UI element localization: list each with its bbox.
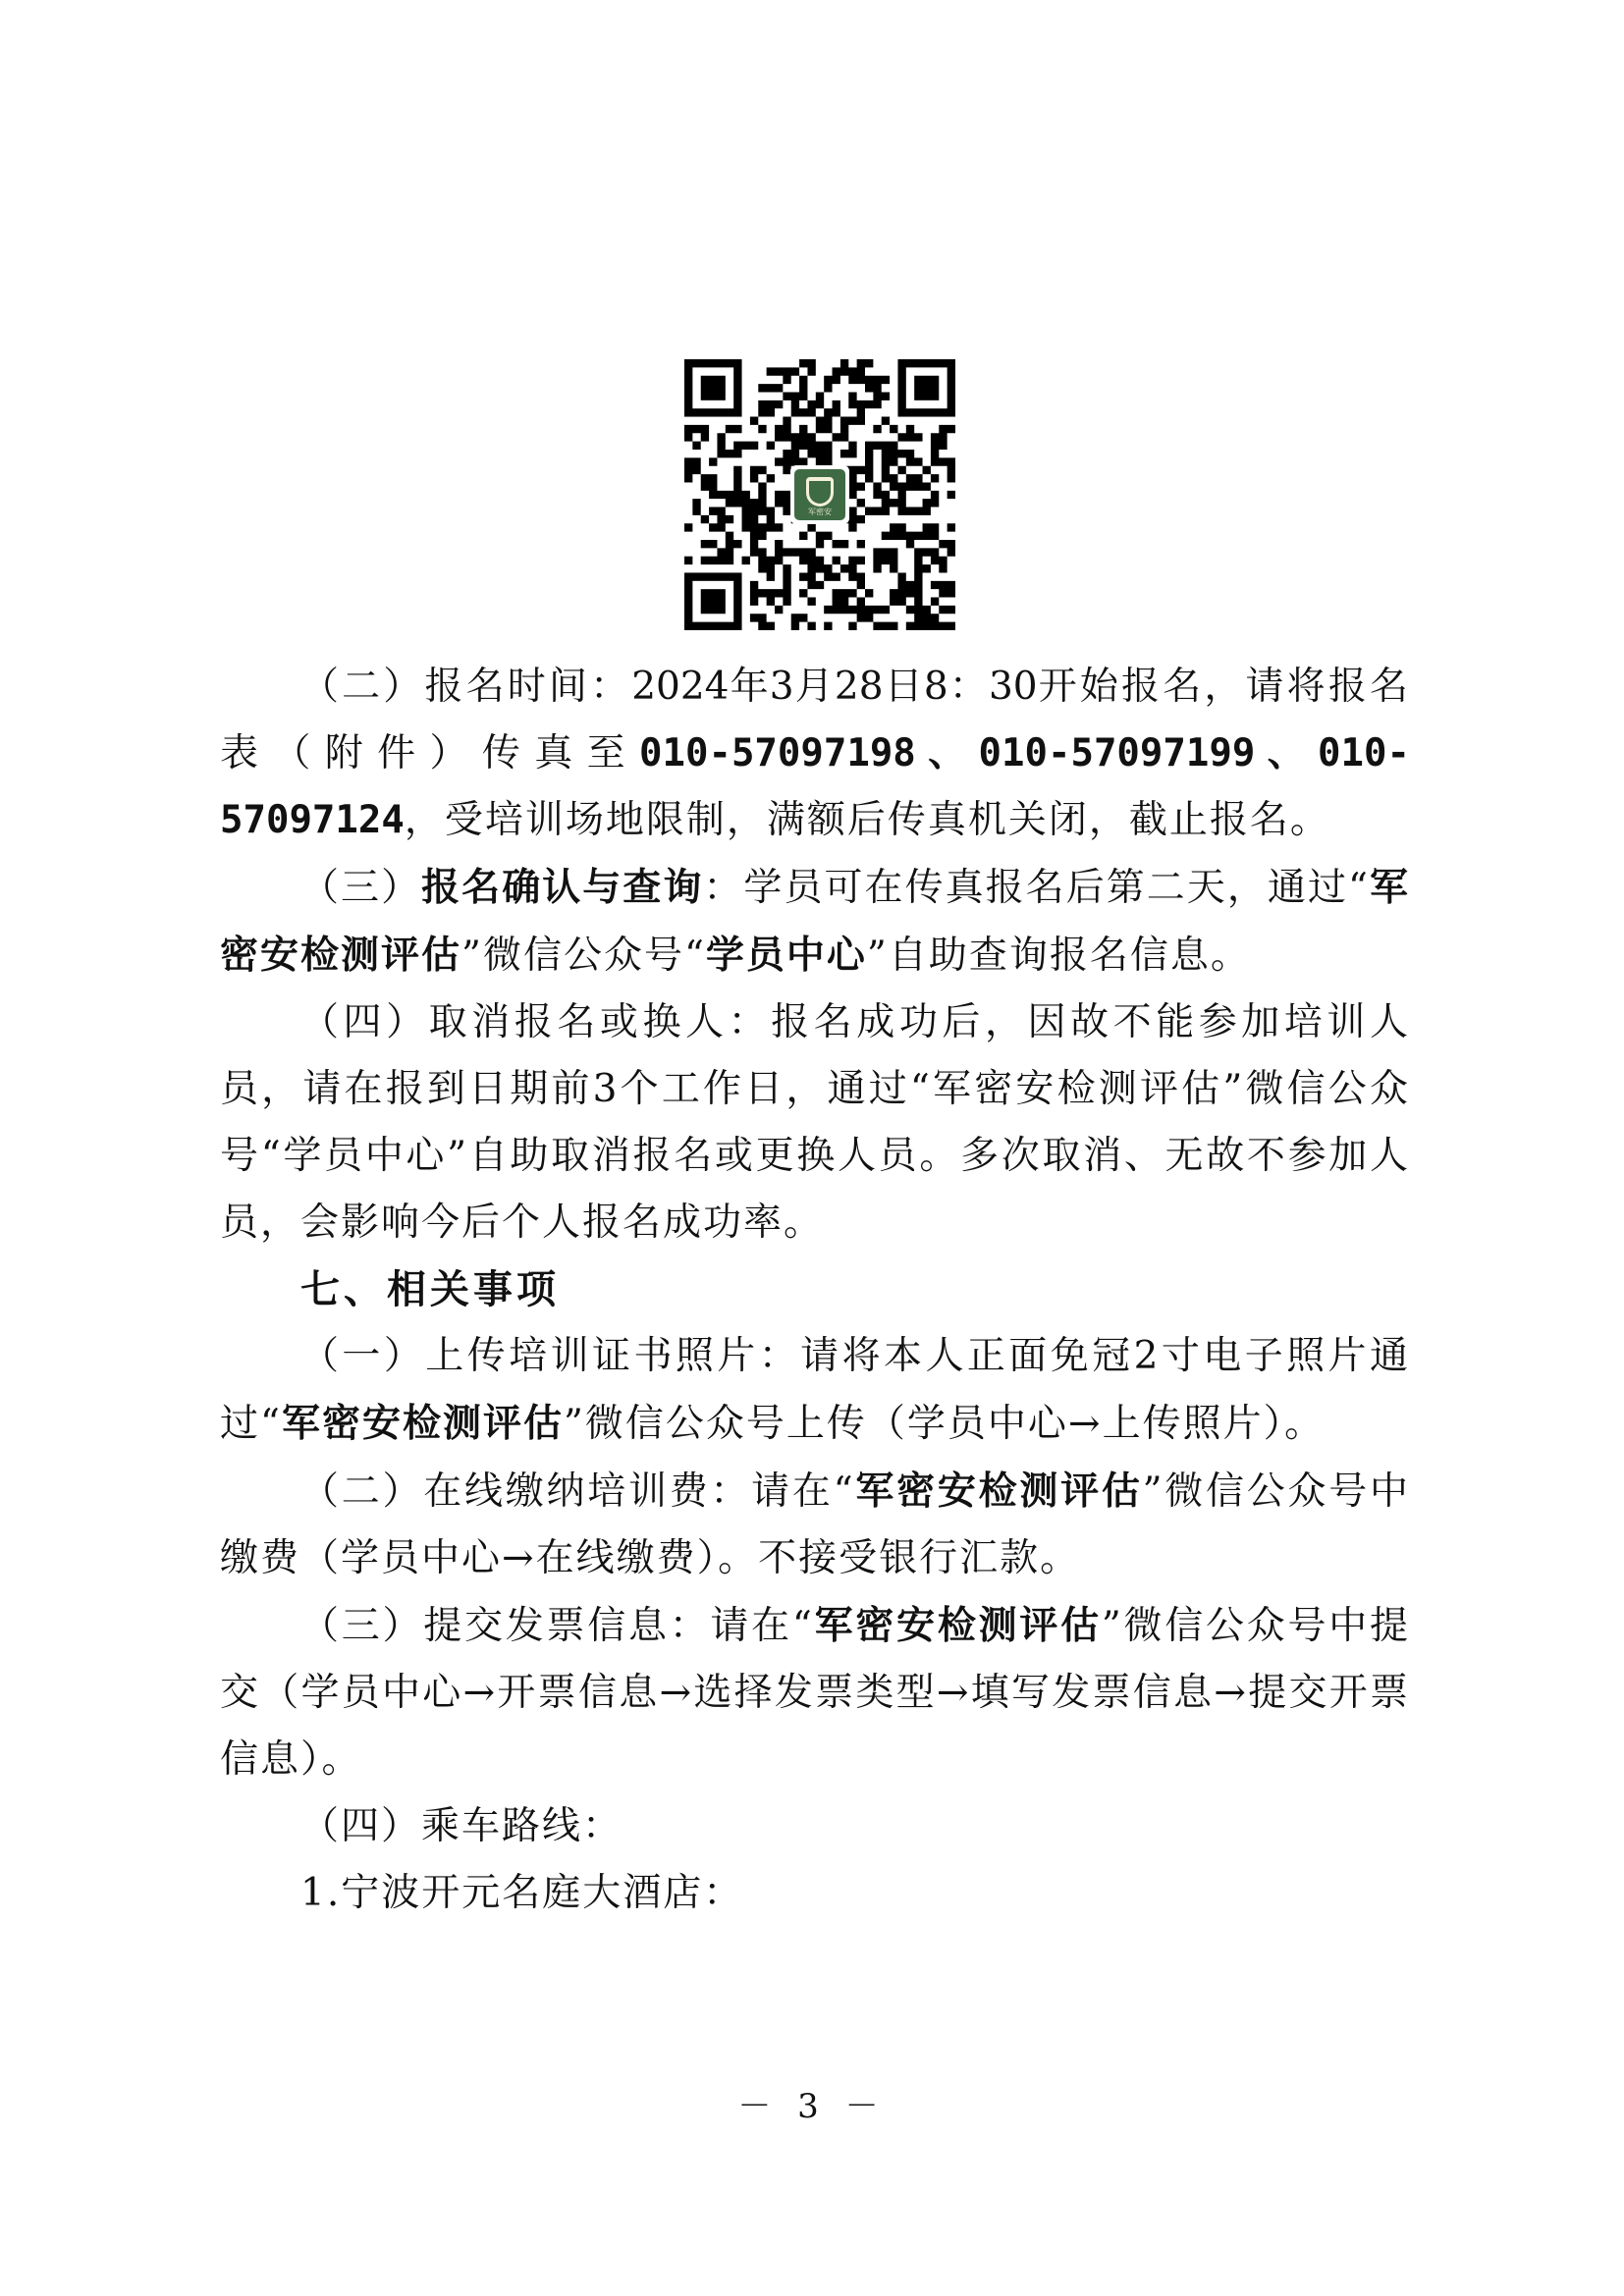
page-number: － 3 － xyxy=(737,2087,887,2126)
item-upload-photo: （一）上传培训证书照片：请将本人正面免冠2寸电子照片通过“军密安检测评估”微信公众号上传（学员中心→上传照片）。 xyxy=(220,1334,1410,1446)
qr-code xyxy=(684,359,955,630)
item-invoice-info: （三）提交发票信息：请在“军密安检测评估”微信公众号中提交（学员中心→开票信息→选择发票类型→填写发票信息→提交开票信息）。 xyxy=(220,1603,1410,1782)
qr-logo xyxy=(790,465,849,524)
fax-numbers: 010-57097198、010-57097199、010-57097124 xyxy=(220,731,1410,842)
route-hotel: 1.宁波开元名庭大酒店： xyxy=(300,1871,744,1915)
section-registration-confirm: （三）报名确认与查询：学员可在传真报名后第二天，通过“军密安检测评估”微信公众号“学员中心”自助查询报名信息。 xyxy=(220,865,1410,978)
item-online-payment: （二）在线缴纳培训费：请在“军密安检测评估”微信公众号中缴费（学员中心→在线缴费）。不接受银行汇款。 xyxy=(220,1468,1410,1580)
qr-logo-text: 军密安 xyxy=(808,507,832,516)
heading-related-matters: 七、相关事项 xyxy=(300,1267,560,1312)
section-cancel-registration: （四）取消报名或换人：报名成功后，因故不能参加培训人员，请在报到日期前3个工作日，通过“军密安检测评估”微信公众号“学员中心”自助取消报名或更换人员。多次取消、无故不参加人员，会影响今后个人报名成功率。 xyxy=(220,1000,1410,1245)
section-registration-time: （二）报名时间：2024年3月28日8：30开始报名，请将报名表（附件）传真至010-57097198、010-57097199、010-57097124，受培训场地限制，满额后传真机关闭，截止报名。 xyxy=(220,665,1410,842)
document-body xyxy=(220,654,1410,1927)
shield-icon xyxy=(806,477,834,507)
item-bus-route: （四）乘车路线： xyxy=(300,1804,623,1848)
